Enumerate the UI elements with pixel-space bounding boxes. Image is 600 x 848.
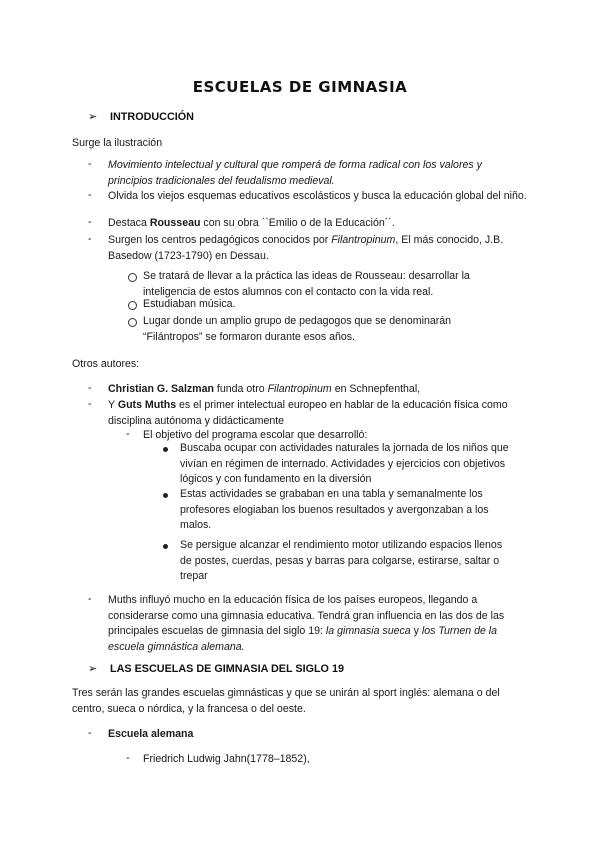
- school-alemana: Escuela alemana: [108, 728, 194, 740]
- others-item-1: Christian G. Salzman funda otro Filantropinum en Schnepfenthal,: [108, 383, 421, 395]
- intro-item-3: Destaca Rousseau con su obra ``Emilio o de la Educación´´.: [108, 217, 395, 229]
- circle-bullet-icon: [128, 301, 137, 310]
- intro-subitem-2: Estudiaban música.: [143, 298, 236, 310]
- section2-heading: ➢ LAS ESCUELAS DE GIMNASIA DEL SIGLO 19: [88, 663, 344, 675]
- dash-bullet-icon: -: [88, 189, 92, 201]
- disc-bullet-icon: [163, 493, 168, 498]
- dash-bullet-icon: -: [88, 398, 92, 410]
- others-sub-dash: El objetivo del programa escolar que desarrolló:: [143, 429, 368, 441]
- others-bullet-3: Se persigue alcanzar el rendimiento motor utilizando espacios llenos de postes, cuerdas, pesas y barras para colgarse, estirarse, saltar o trepar: [180, 539, 503, 582]
- disc-bullet-icon: [163, 544, 168, 549]
- section2-lead: Tres serán las grandes escuelas gimnásticas y que se unirán al sport inglés: alemana o del centro, sueca o nórdica, y la francesa o del oeste.: [72, 687, 500, 715]
- intro-item-2: Olvida los viejos esquemas educativos escolásticos y busca la educación global del niño.: [108, 190, 527, 202]
- dash-bullet-icon: -: [126, 752, 130, 764]
- others-item-3: Muths influyó mucho en la educación física de los países europeos, llegando a considerarse como una gimnasia educativa. Tendrá gran influencia en las dos de las principales escuelas de gimnasia del siglo 19: la gimnasia sueca y los Turnen de la escuela gimnástica alemana.: [108, 594, 505, 653]
- intro-subitem-3: Lugar donde un amplio grupo de pedagogos que se denominarán “Filántropos” se formaron durante esos años.: [143, 315, 452, 343]
- dash-bullet-icon: -: [88, 233, 92, 245]
- others-item-2: Y Guts Muths es el primer intelectual europeo en hablar de la educación física como disciplina autónoma y didácticamente: [108, 399, 508, 427]
- disc-bullet-icon: [163, 447, 168, 452]
- dash-bullet-icon: -: [88, 216, 92, 228]
- dash-bullet-icon: -: [88, 593, 92, 605]
- intro-lead: Surge la ilustración: [72, 137, 163, 149]
- arrow-bullet-icon: ➢: [88, 663, 98, 675]
- dash-bullet-icon: -: [88, 727, 92, 739]
- intro-item-1: Movimiento intelectual y cultural que romperá de forma radical con los valores y principios tradicionales del feudalismo medieval.: [108, 159, 482, 187]
- intro-item-4: Surgen los centros pedagógicos conocidos por Filantropinum, El más conocido, J.B. Basedow (1723-1790) en Dessau.: [108, 234, 504, 262]
- others-bullet-2: Estas actividades se grababan en una tabla y semanalmente los profesores elogiaban los buenos resultados y avergonzaban a los malos.: [180, 488, 489, 531]
- dash-bullet-icon: -: [88, 382, 92, 394]
- person-jahn: Friedrich Ludwig Jahn(1778–1852),: [143, 753, 310, 765]
- dash-bullet-icon: -: [88, 158, 92, 170]
- dash-bullet-icon: -: [126, 428, 130, 440]
- arrow-bullet-icon: ➢: [88, 111, 98, 123]
- others-bullet-1: Buscaba ocupar con actividades naturales la jornada de los niños que vivían en régimen de internado. Actividades y ejercicios con objetivos lógicos y con fundamento en la diversión: [180, 442, 509, 485]
- circle-bullet-icon: [128, 318, 137, 327]
- intro-subitem-1: Se tratará de llevar a la práctica las ideas de Rousseau: desarrollar la inteligencia de estos alumnos con el contacto con la vida real.: [143, 270, 470, 298]
- others-lead: Otros autores:: [72, 358, 140, 370]
- intro-heading: ➢ INTRODUCCIÓN: [88, 111, 194, 123]
- circle-bullet-icon: [128, 273, 137, 282]
- page-title: ESCUELAS DE GIMNASIA: [192, 78, 408, 96]
